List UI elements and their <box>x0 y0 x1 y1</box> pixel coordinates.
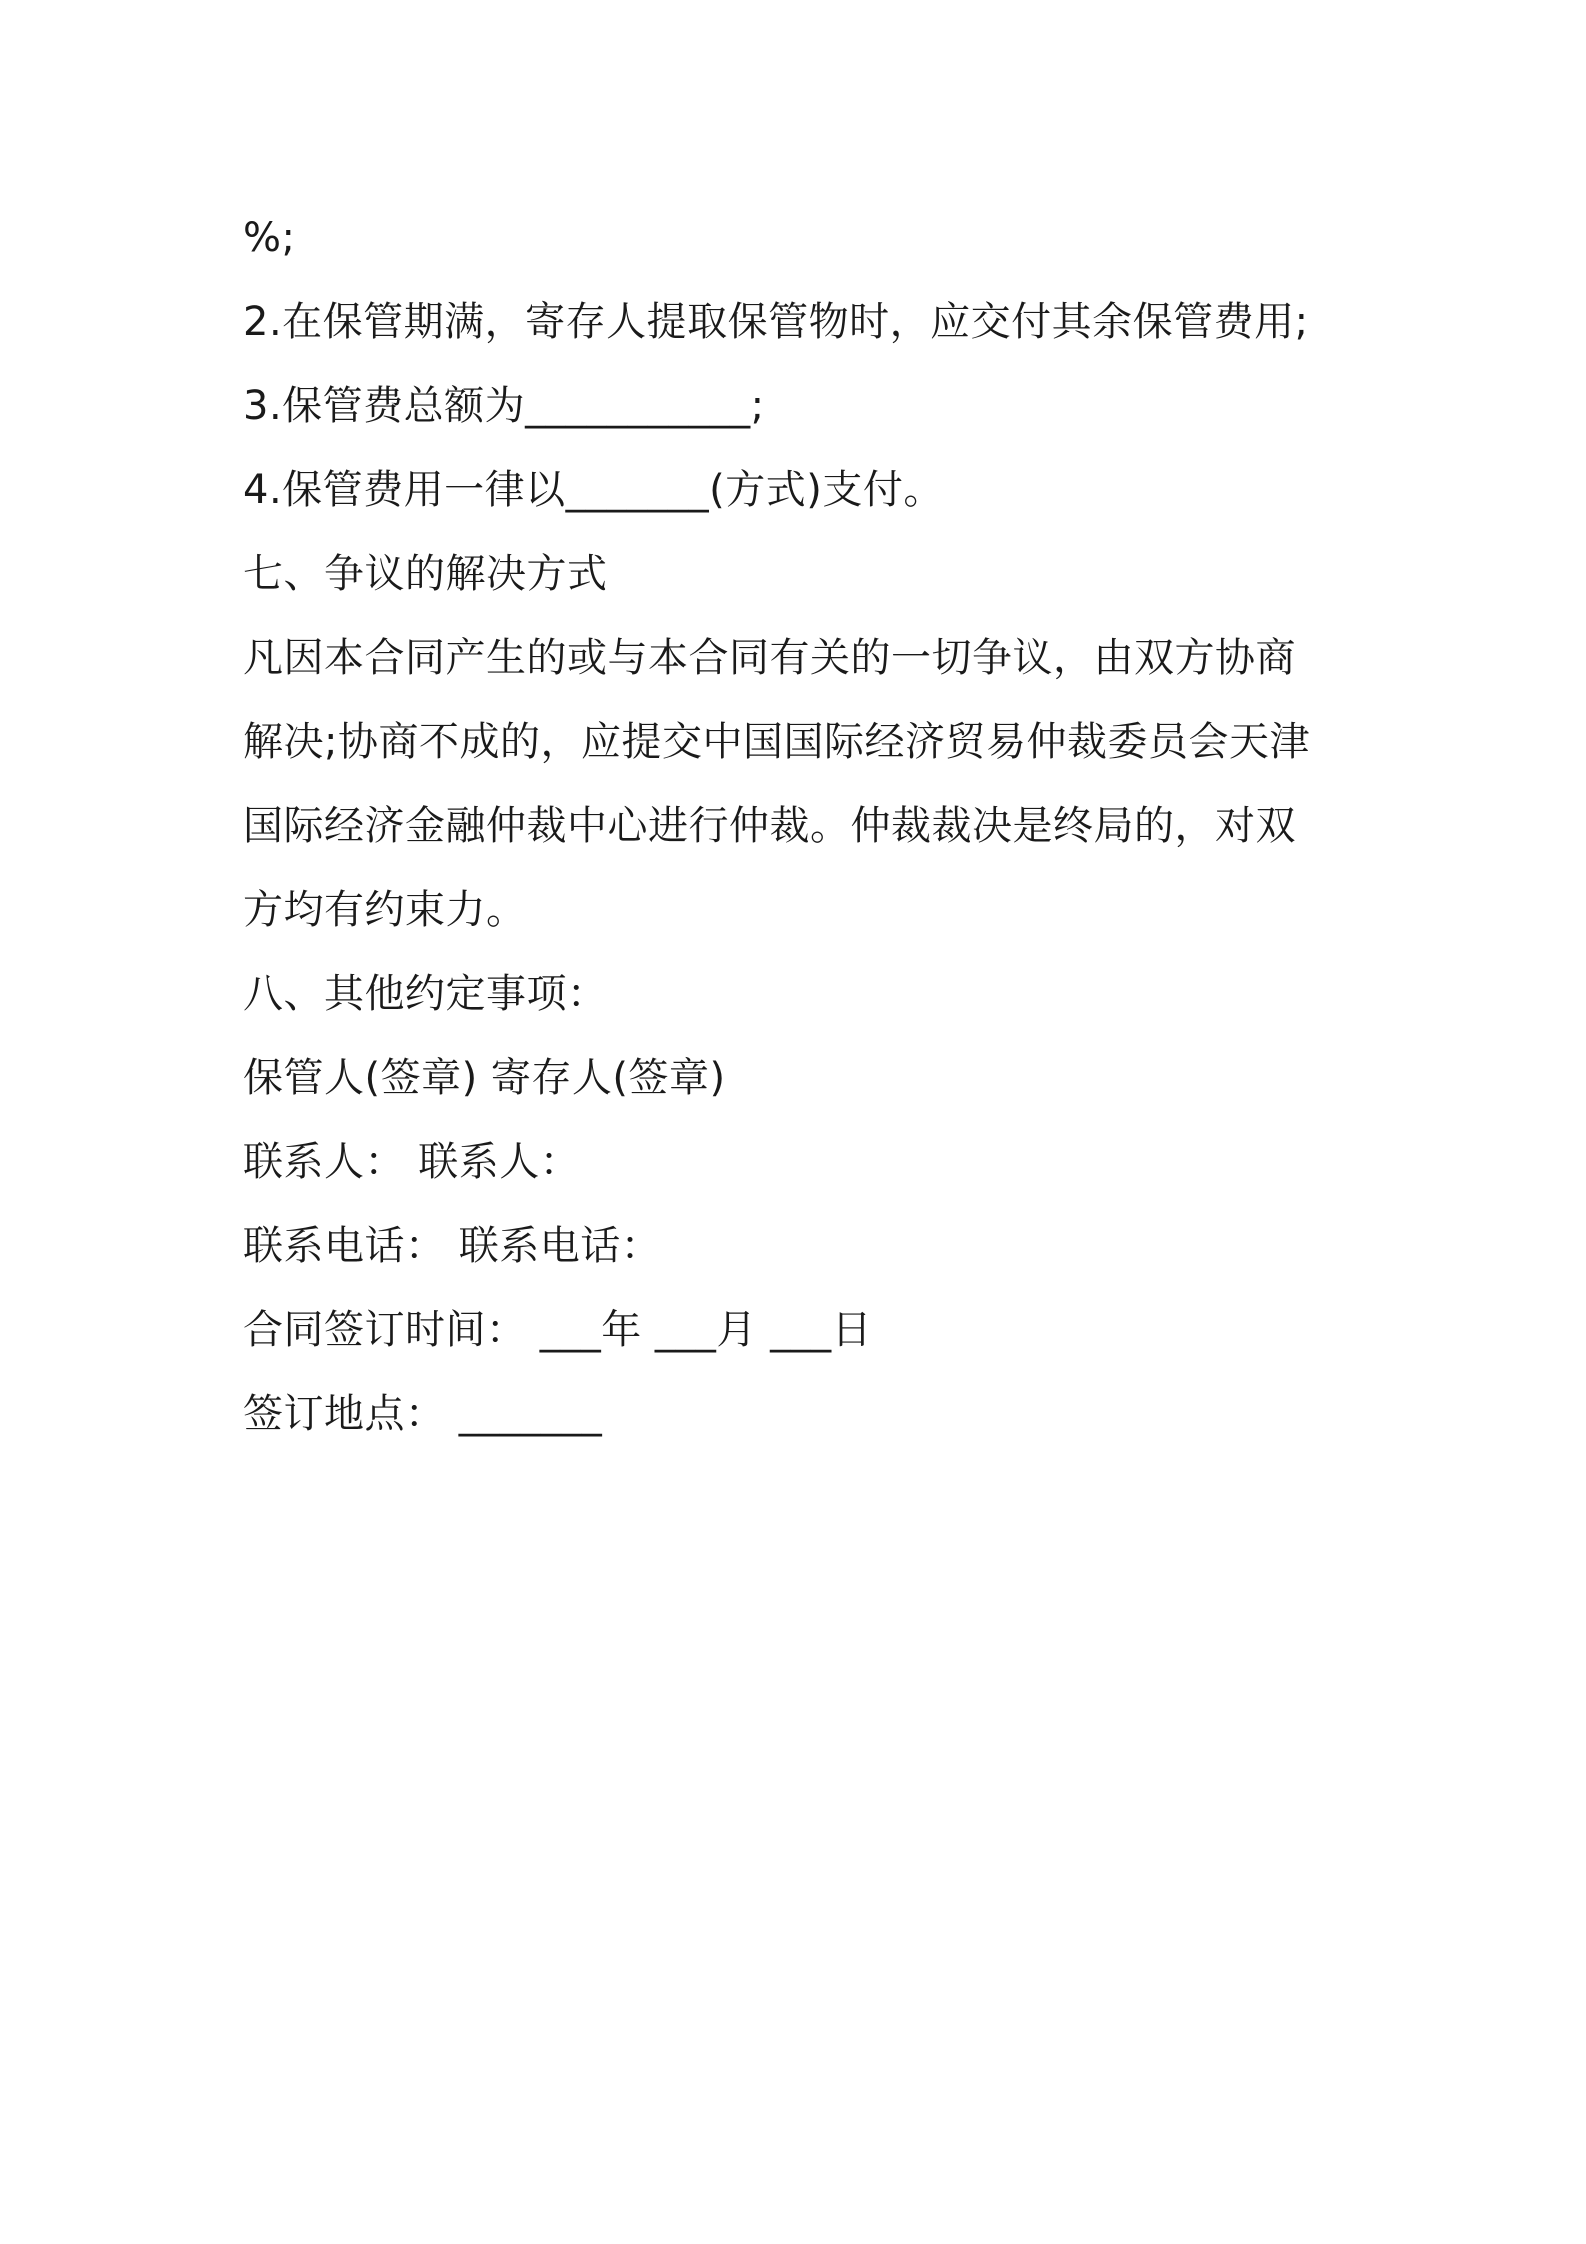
dispute-paragraph-line-1: 凡因本合同产生的或与本合同有关的一切争议，由双方协商 <box>243 635 1296 681</box>
clause-fee-item-3: 3.保管费总额为___________; <box>243 383 765 429</box>
contact-person-row: 联系人： 联系人： <box>243 1139 581 1185</box>
contact-phone-row: 联系电话： 联系电话： <box>243 1223 662 1269</box>
clause-fee-item-4: 4.保管费用一律以_______(方式)支付。 <box>243 467 944 513</box>
dispute-paragraph-line-3: 国际经济金融仲裁中心进行仲裁。仲裁裁决是终局的，对双 <box>243 803 1296 849</box>
dispute-paragraph-line-2: 解决;协商不成的，应提交中国国际经济贸易仲裁委员会天津 <box>243 719 1310 765</box>
dispute-paragraph-line-4: 方均有约束力。 <box>243 887 527 933</box>
signing-place-row: 签订地点： _______ <box>243 1391 603 1437</box>
section-heading-other: 八、其他约定事项： <box>243 971 608 1017</box>
document-body <box>243 196 1363 1456</box>
signature-parties: 保管人(签章) 寄存人(签章) <box>243 1055 726 1101</box>
section-heading-dispute: 七、争议的解决方式 <box>243 551 608 597</box>
signing-date-row: 合同签订时间： ___年 ___月 ___日 <box>243 1307 873 1353</box>
clause-fee-item-2: 2.在保管期满，寄存人提取保管物时，应交付其余保管费用; <box>243 299 1309 345</box>
text-line-percent-end: %; <box>243 215 296 261</box>
